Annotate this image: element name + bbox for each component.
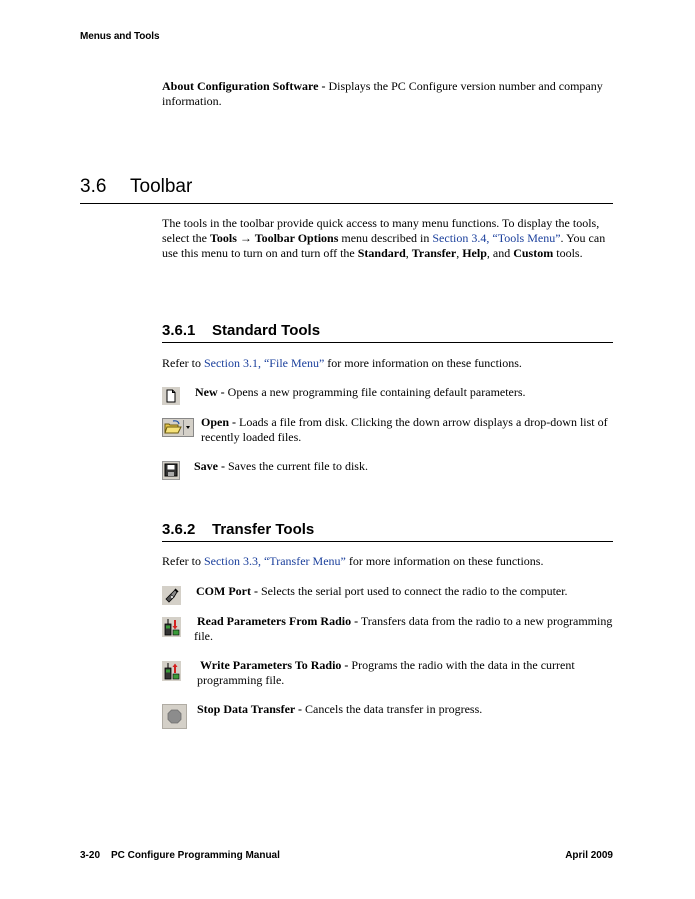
write-parameters-description: [197, 658, 617, 688]
standard-refer-post: for more information on these functions.: [324, 356, 522, 370]
about-paragraph: [162, 79, 617, 109]
new-tool-description: [195, 385, 615, 400]
tools-menu-link[interactable]: Section 3.4, “Tools Menu”: [432, 231, 561, 245]
transfer-tools-title: Transfer Tools: [212, 521, 315, 538]
intro-comma-2: ,: [456, 246, 463, 260]
transfer-menu-link[interactable]: Section 3.3, “Transfer Menu”: [203, 554, 346, 568]
save-desc: Saves the current file to disk.: [225, 459, 368, 473]
standard-refer-line: [162, 356, 617, 371]
standard-tools-number: 3.6.1: [162, 322, 196, 339]
save-disk-icon: [162, 461, 180, 480]
intro-and: , and: [486, 246, 514, 260]
read-parameters-desc: Transfers data from the radio to a new programming file.: [194, 614, 613, 643]
write-parameters-term: Write Parameters To Radio -: [200, 658, 349, 672]
read-parameters-term: Read Parameters From Radio -: [197, 614, 359, 628]
standard-tools-title: Standard Tools: [212, 322, 321, 339]
intro-transfer: Transfer: [411, 246, 457, 260]
new-file-icon: [162, 387, 180, 405]
write-parameters-desc: Programs the radio with the data in the current programming file.: [197, 658, 575, 687]
footer-manual-title: PC Configure Programming Manual: [111, 850, 280, 861]
footer-date: April 2009: [565, 850, 613, 861]
transfer-refer-pre: Refer to: [162, 554, 204, 568]
stop-transfer-icon: [162, 704, 187, 729]
intro-text-2: menu described in: [338, 231, 433, 245]
section-number: 3.6: [80, 176, 107, 197]
transfer-refer-post: for more information on these functions.: [345, 554, 544, 568]
new-term: New -: [195, 385, 225, 399]
intro-toolbar-options: Toolbar Options: [254, 231, 339, 245]
transfer-tools-number: 3.6.2: [162, 521, 196, 538]
stop-transfer-desc: Cancels the data transfer in progress.: [302, 702, 483, 716]
intro-custom: Custom: [513, 246, 554, 260]
stop-transfer-description: [197, 702, 617, 717]
com-port-icon: [162, 586, 181, 605]
intro-end: tools.: [553, 246, 583, 260]
intro-comma-1: ,: [405, 246, 412, 260]
about-term: About Configuration Software -: [162, 79, 326, 93]
com-port-description: [196, 584, 616, 599]
open-desc: Loads a file from disk. Clicking the down arrow displays a drop-down list of recently loaded files.: [201, 415, 608, 444]
standard-tools-heading: [162, 321, 613, 343]
stop-transfer-term: Stop Data Transfer -: [197, 702, 302, 716]
save-term: Save -: [194, 459, 225, 473]
intro-standard: Standard: [357, 246, 406, 260]
section-heading: [80, 174, 613, 204]
about-desc: Displays the PC Configure version number and company information.: [162, 79, 603, 108]
new-desc: Opens a new programming file containing default parameters.: [224, 385, 526, 399]
running-header: Menus and Tools: [80, 31, 160, 42]
intro-arrow: →: [236, 231, 255, 245]
transfer-refer-line: [162, 554, 617, 569]
transfer-tools-heading: [162, 520, 613, 542]
section-title: Toolbar: [130, 176, 193, 197]
save-tool-description: [194, 459, 614, 474]
open-term: Open -: [201, 415, 237, 429]
com-port-desc: Selects the serial port used to connect the radio to the computer.: [257, 584, 568, 598]
open-tool-description: [201, 415, 617, 445]
footer-page-number: 3-20: [80, 850, 101, 861]
com-port-term: COM Port -: [196, 584, 258, 598]
file-menu-link[interactable]: Section 3.1, “File Menu”: [203, 356, 325, 370]
intro-tools: Tools: [209, 231, 237, 245]
standard-refer-pre: Refer to: [162, 356, 204, 370]
open-file-icon: [162, 418, 194, 437]
read-parameters-description: [194, 614, 614, 644]
intro-paragraph: [162, 216, 617, 261]
intro-text-1: The tools in the toolbar provide quick access to many menu functions. To display the tools, select the: [162, 216, 600, 245]
read-from-radio-icon: [162, 617, 181, 637]
intro-help: Help: [462, 246, 487, 260]
intro-text-3: . You can use this menu to turn on and turn off the: [162, 231, 606, 260]
write-to-radio-icon: [162, 661, 181, 681]
